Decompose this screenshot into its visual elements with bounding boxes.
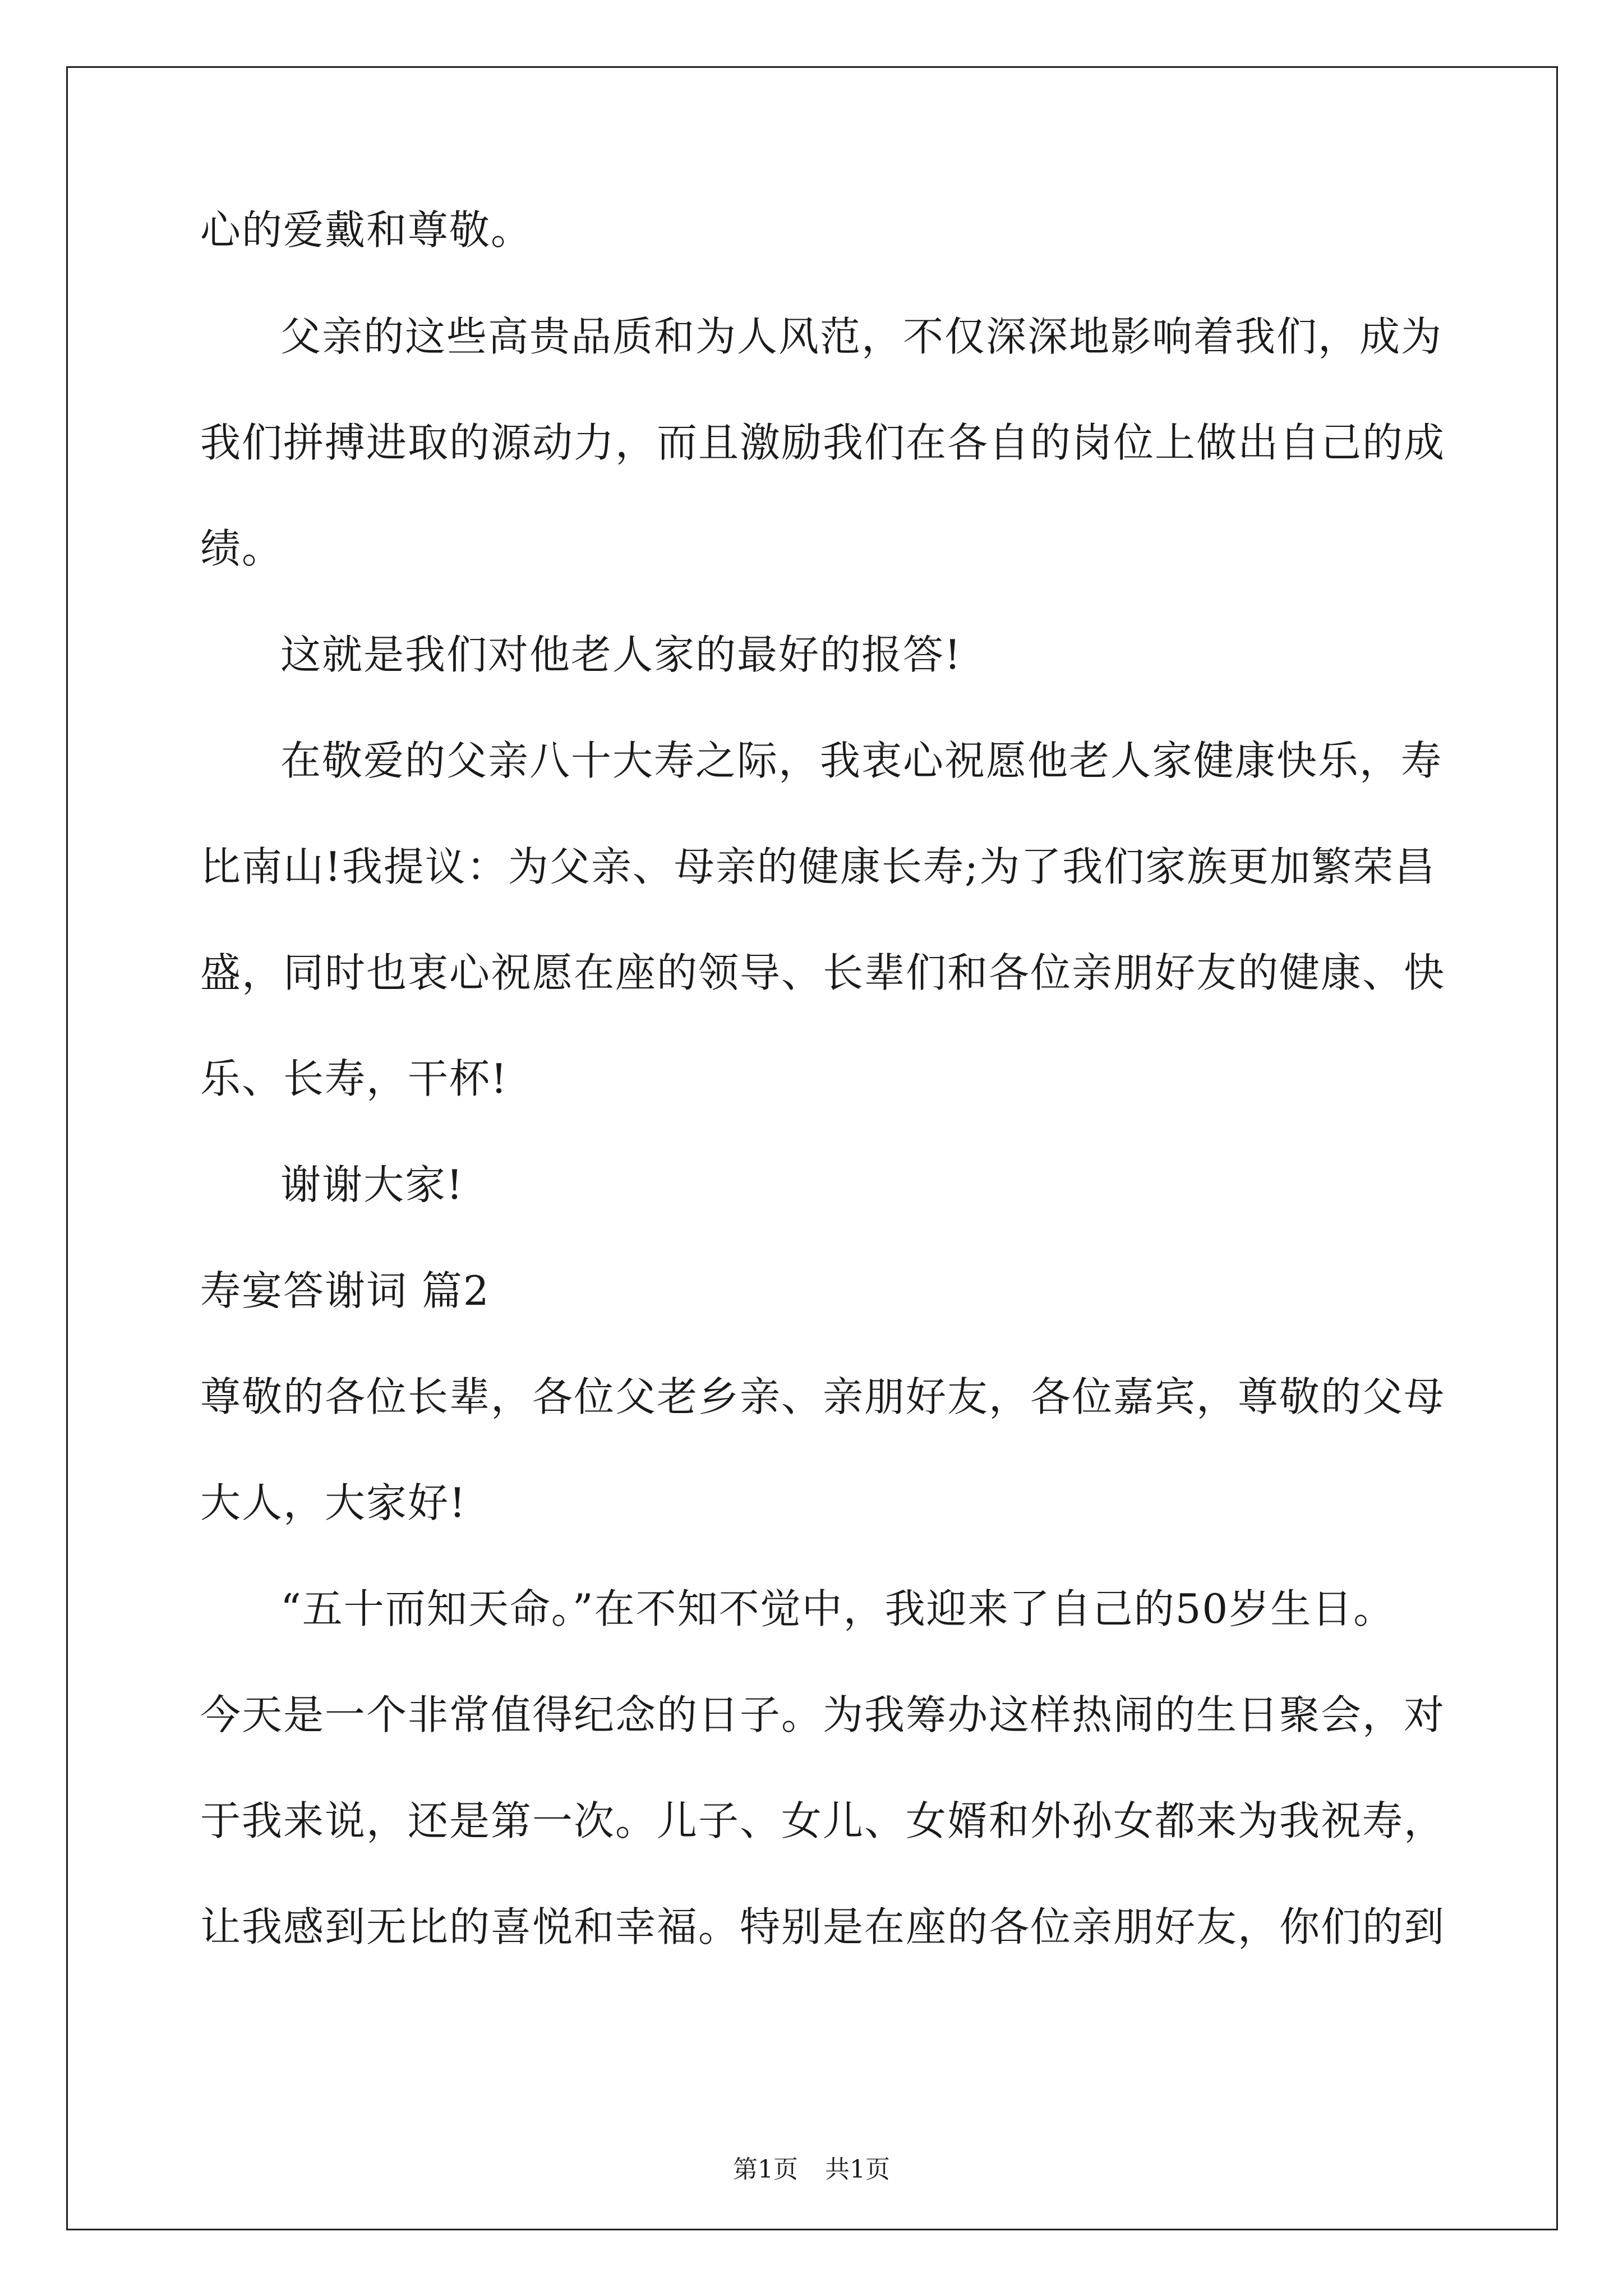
text-line: 我们拼搏进取的源动力，而且激励我们在各自的岗位上做出自己的成 [200,419,1446,466]
text-line: 乐、长寿，干杯! [200,1055,508,1102]
text-line: 绩。 [200,525,284,572]
text-line: 这就是我们对他老人家的最好的报答! [280,631,962,678]
text-line: 比南山!我提议：为父亲、母亲的健康长寿;为了我们家族更加繁荣昌 [200,843,1436,890]
text-line: 大人，大家好! [200,1479,467,1526]
page-total: 共1页 [825,2155,890,2184]
page-number: 第1页 [733,2155,798,2184]
text-line: 谢谢大家! [280,1161,464,1208]
text-line: 今天是一个非常值得纪念的日子。为我筹办这样热闹的生日聚会，对 [200,1691,1446,1738]
text-line: 尊敬的各位长辈，各位父老乡亲、亲朋好友，各位嘉宾，尊敬的父母 [200,1373,1446,1420]
page-footer [0,2153,1623,2187]
text-line: 在敬爱的父亲八十大寿之际，我衷心祝愿他老人家健康快乐，寿 [280,737,1443,784]
text-line: 父亲的这些高贵品质和为人风范，不仅深深地影响着我们，成为 [280,313,1443,360]
text-line: 让我感到无比的喜悦和幸福。特别是在座的各位亲朋好友，你们的到 [200,1903,1446,1950]
text-line: 心的爱戴和尊敬。 [200,206,533,254]
text-line: 于我来说，还是第一次。儿子、女儿、女婿和外孙女都来为我祝寿， [200,1797,1446,1844]
text-line: “五十而知天命。”在不知不觉中，我迎来了自己的50岁生日。 [280,1585,1395,1632]
section-heading: 寿宴答谢词 篇2 [200,1267,490,1314]
text-line: 盛，同时也衷心祝愿在座的领导、长辈们和各位亲朋好友的健康、快 [200,949,1446,996]
